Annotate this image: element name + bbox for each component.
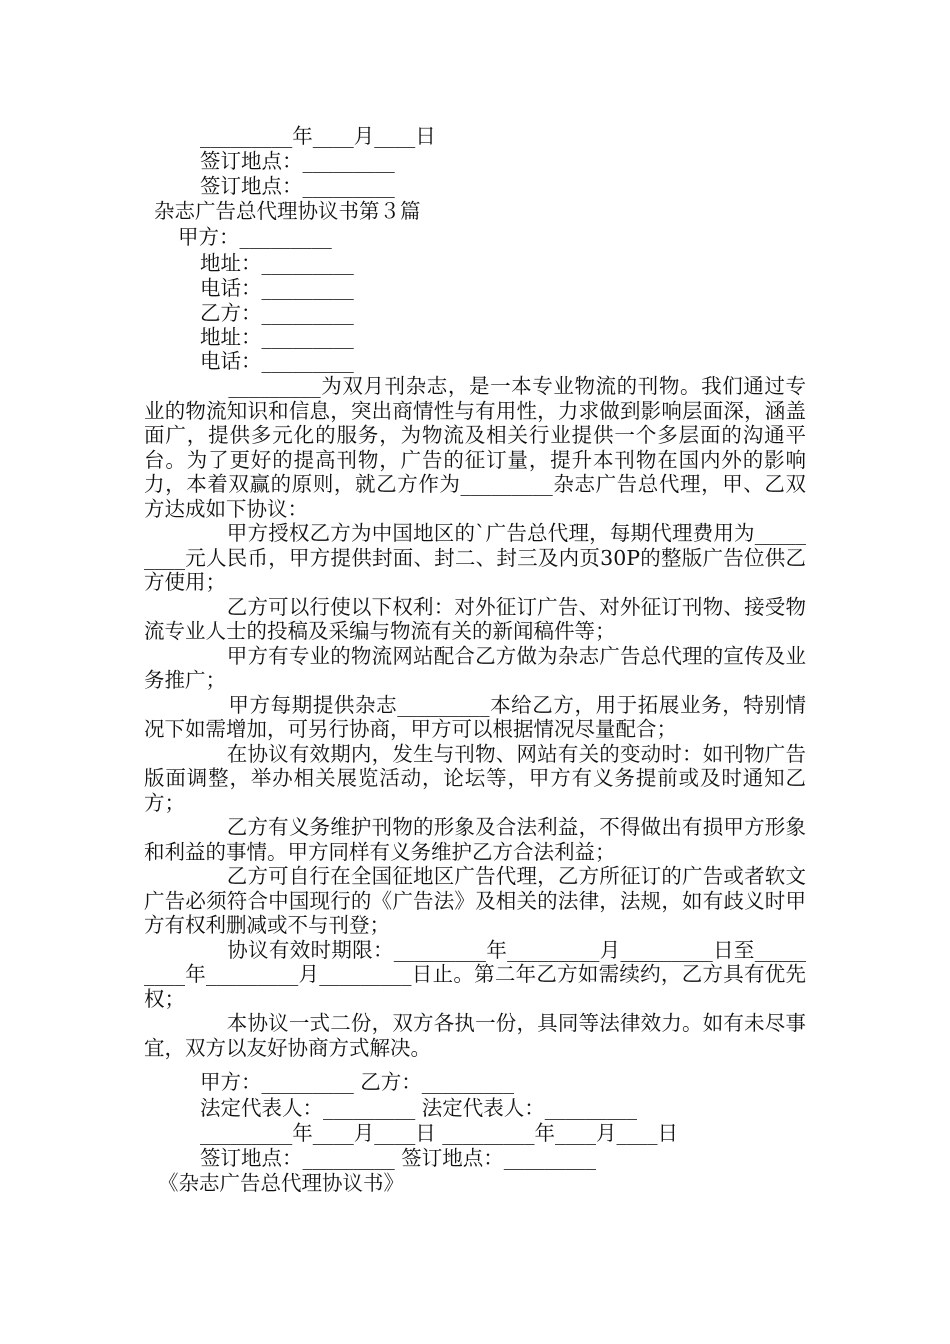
party-a-phone: 电话：_________	[200, 276, 354, 300]
body-paragraph-clause: 乙方可以行使以下权利：对外征订广告、对外征订刊物、接受物流专业人士的投稿及采编与物流有关的新闻稿件等；	[144, 594, 806, 643]
agreement-body	[144, 374, 806, 1060]
body-paragraph-clause: 甲方每期提供杂志_________本给乙方，用于拓展业务，特别情况下如需增加，可另行协商，甲方可以根据情况尽量配合；	[144, 692, 806, 741]
body-paragraph-clause: 在协议有效期内，发生与刊物、网站有关的变动时：如刊物广告版面调整，举办相关展览活动，论坛等，甲方有义务提前或及时通知乙方；	[144, 741, 806, 815]
section-title: 杂志广告总代理协议书第３篇	[154, 199, 421, 223]
body-paragraph-clause: 乙方有义务维护刊物的形象及合法利益，不得做出有损甲方形象和利益的事情。甲方同样有义务维护乙方合法利益；	[144, 815, 806, 864]
body-paragraph-clause: 甲方授权乙方为中国地区的`广告总代理，每期代理费用为_________元人民币，甲方提供封面、封二、封三及内页30P的整版广告位供乙方使用；	[144, 521, 806, 594]
footer-title: 《杂志广告总代理协议书》	[158, 1171, 404, 1195]
signature-place-line: 签订地点：_________ 签订地点：_________	[200, 1146, 597, 1170]
body-paragraph-clause: 乙方可自行在全国征地区广告代理，乙方所征订的广告或者软文广告必须符合中国现行的《广告法》及相关的法律，法规，如有歧义时甲方有权利删减或不与刊登；	[144, 864, 806, 937]
top-date-line: _________年____月____日	[200, 124, 436, 148]
party-a-address: 地址：_________	[200, 251, 354, 275]
party-b-line: 乙方：_________	[200, 301, 354, 325]
signature-representative-line: 法定代表人：_________ 法定代表人：_________	[200, 1096, 638, 1120]
party-b-address: 地址：_________	[200, 325, 354, 349]
body-paragraph-clause: 协议有效时期限：_________年_________月_________日至_________年_________月_________日止。第二年乙方如需续约，乙方具有优先权；	[144, 937, 806, 1011]
body-paragraph-clause: 本协议一式二份，双方各执一份，具同等法律效力。如有未尽事宜，双方以友好协商方式解决。	[144, 1011, 806, 1060]
body-paragraph-clause: 甲方有专业的物流网站配合乙方做为杂志广告总代理的宣传及业务推广；	[144, 643, 806, 692]
signature-date-line: _________年____月____日 _________年____月____日	[200, 1121, 679, 1145]
top-signing-place-1: 签订地点：_________	[200, 149, 395, 173]
top-signing-place-2: 签订地点：_________	[200, 174, 395, 198]
body-paragraph-intro: _________为双月刊杂志，是一本专业物流的刊物。我们通过专业的物流知识和信息，突出商情性与有用性，力求做到影响层面深，涵盖面广，提供多元化的服务，为物流及相关行业提供一个多层面的沟通平台。为了更好的提高刊物，广告的征订量，提升本刊物在国内外的影响力，本着双赢的原则，就乙方作为_________杂志广告总代理，甲、乙双方达成如下协议：	[144, 374, 806, 521]
party-a-line: 甲方：_________	[178, 225, 332, 249]
signature-parties-line: 甲方：_________ 乙方：_________	[200, 1070, 515, 1094]
party-b-phone: 电话：_________	[200, 349, 354, 373]
